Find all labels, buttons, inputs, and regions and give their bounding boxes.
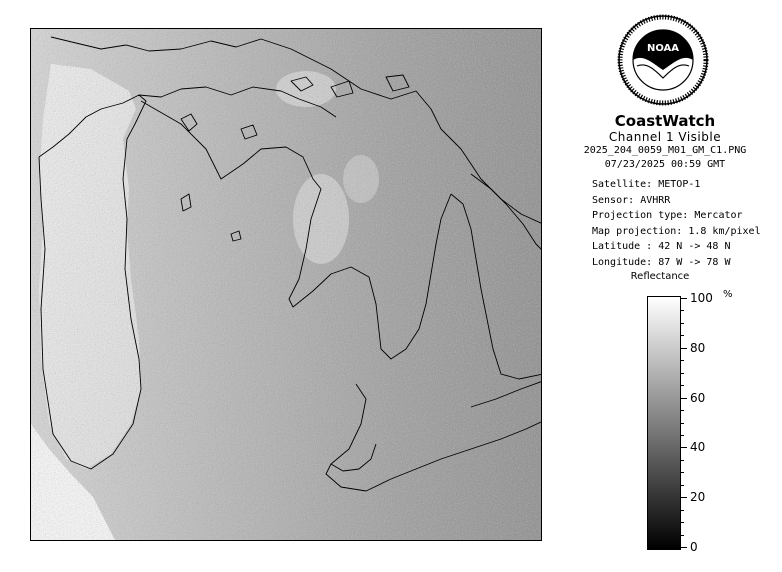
colorbar (647, 296, 681, 550)
colorbar-tick-label: 40 (690, 440, 706, 455)
colorbar-minor-tick (681, 435, 684, 436)
metadata-value: AVHRR (640, 194, 671, 206)
metadata-value: 42 N -> 48 N (658, 241, 731, 252)
colorbar-title: Reflectance (630, 271, 690, 282)
file-name: 2025_204_0059_M01_GM_C1.PNG (583, 145, 747, 156)
logo-center-text: NOAA (646, 43, 680, 54)
colorbar-unit: % (723, 289, 733, 300)
colorbar-major-tick (681, 398, 687, 399)
metadata-row (592, 224, 761, 240)
colorbar-major-tick (681, 298, 687, 299)
acquisition-datetime: 07/23/2025 00:59 GMT (604, 159, 726, 170)
metadata-label: Satellite: (592, 179, 653, 190)
metadata-row (592, 208, 761, 224)
metadata-value: 1.8 km/pixel (688, 225, 761, 237)
colorbar-tick-label: 80 (690, 340, 706, 355)
metadata-value: Mercator (694, 210, 743, 221)
imagery-grain (31, 29, 542, 541)
colorbar-minor-tick (681, 335, 684, 336)
colorbar-minor-tick (681, 535, 684, 536)
colorbar-minor-tick (681, 373, 684, 374)
colorbar-major-tick (681, 547, 687, 548)
metadata-list (592, 177, 761, 270)
colorbar-minor-tick (681, 410, 684, 411)
colorbar-tick-label: 60 (690, 390, 706, 405)
colorbar-minor-tick (681, 360, 684, 361)
image-info (565, 112, 765, 172)
colorbar-minor-tick (681, 460, 684, 461)
metadata-row (592, 193, 761, 209)
metadata-row (592, 177, 761, 193)
noaa-logo (617, 14, 709, 106)
colorbar-major-tick (681, 447, 687, 448)
colorbar-minor-tick (681, 423, 684, 424)
metadata-row (592, 255, 761, 271)
map-svg (31, 29, 542, 541)
colorbar-minor-tick (681, 522, 684, 523)
metadata-value: 87 W -> 78 W (658, 256, 731, 268)
metadata-label: Map projection: (592, 225, 683, 237)
satellite-image (30, 28, 542, 541)
colorbar-tick-label: 0 (690, 540, 698, 554)
colorbar-tick-label: 20 (690, 490, 706, 505)
metadata-value: METOP-1 (658, 179, 701, 190)
colorbar-tick-label: 100 (690, 291, 713, 305)
colorbar-major-tick (681, 348, 687, 349)
metadata-label: Projection type: (592, 210, 689, 221)
channel-title: Channel 1 Visible (608, 130, 722, 144)
colorbar-minor-tick (681, 472, 684, 473)
colorbar-minor-tick (681, 385, 684, 386)
colorbar-minor-tick (681, 510, 684, 511)
metadata-label: Longitude: (592, 256, 653, 268)
colorbar-minor-tick (681, 485, 684, 486)
metadata-row (592, 239, 761, 255)
colorbar-axis (681, 291, 741, 554)
colorbar-minor-tick (681, 323, 684, 324)
metadata-label: Sensor: (592, 194, 635, 206)
brand-title: CoastWatch (614, 112, 716, 130)
colorbar-minor-tick (681, 310, 684, 311)
colorbar-major-tick (681, 497, 687, 498)
metadata-label: Latitude : (592, 241, 653, 252)
